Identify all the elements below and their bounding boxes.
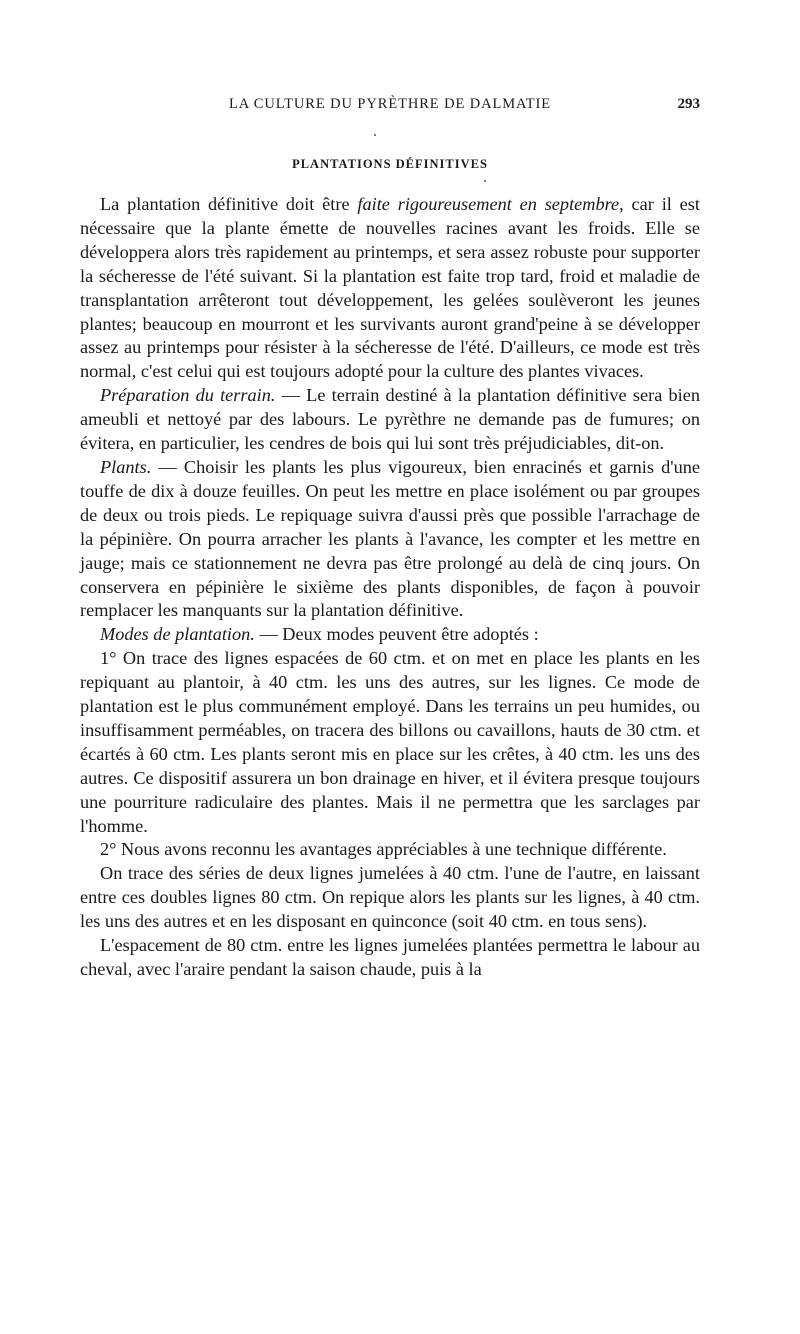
section-title: PLANTATIONS DÉFINITIVES — [292, 157, 488, 171]
running-header — [80, 96, 700, 120]
paragraph-text: — Deux modes peuvent être adoptés : — [254, 624, 539, 645]
paragraph — [80, 623, 700, 647]
paragraph — [80, 862, 700, 934]
paragraph-text: L'espacement de 80 ctm. entre les lignes jumelées plantées permettra le labour au cheval, avec l'araire pendant la saison chaude, puis à la — [80, 935, 700, 979]
paragraph-heading: Plants. — [100, 456, 152, 477]
paragraph-text-before-italic: La plantation définitive doit être — [100, 194, 358, 214]
paragraph-text: — Choisir les plants les plus vigoureux, bien enracinés et garnis d'une touffe de dix à douze feuilles. On peut les mettre en place isolément ou par groupes de deux ou trois pieds. Le repiquage suivra d'aussi près que possible l'arrachage de la pépinière. On pourra arracher les plants à l'avance, les compter et les mettre en jauge; mais ce stationnement ne devra pas être prolongé au delà de cinq jours. On conservera en pépinière le sixième des plants disponibles, de façon à pouvoir remplacer les manquants sur la plantation définitive. — [80, 456, 700, 621]
paragraph-text: 2° Nous avons reconnu les avantages appréciables à une technique différente. — [100, 839, 667, 860]
paragraph — [80, 647, 700, 838]
body-text — [80, 193, 700, 982]
paragraph — [80, 456, 700, 623]
paragraph-text: On trace des séries de deux lignes jumelées à 40 ctm. l'une de l'autre, en laissant entre ces doubles lignes 80 ctm. On repique alors les plants sur les lignes, à 40 ctm. les uns des autres et en les disposant en quinconce (soit 40 ctm. en tous sens). — [80, 863, 700, 932]
paragraph — [80, 193, 700, 384]
running-title: LA CULTURE DU PYRÈTHRE DE DALMATIE — [228, 96, 552, 112]
paragraph-text: , car il est nécessaire que la plante émette de nouvelles racines avant les froids. Elle se développera alors très rapidement au printemps, et sera assez robuste pour supporter la sécheresse de l'été suivant. Si la plantation est faite trop tard, froid et maladie de transplantation arrêteront tout développement, les gelées soulèveront les jeunes plantes; beaucoup en mourront et les survivants auront grand'peine à se développer assez au printemps pour résister à la sécheresse de l'été. D'ailleurs, ce mode est très normal, c'est celui qui est toujours adopté pour la culture des plantes vivaces. — [80, 194, 700, 382]
paragraph — [80, 384, 700, 456]
paragraph — [80, 838, 700, 862]
print-speck — [484, 180, 486, 182]
paragraph-emphasis: faite rigoureusement en septembre — [357, 194, 620, 214]
paragraph-text: 1° On trace des lignes espacées de 60 ctm. et on met en place les plants en les repiquant au plantoir, à 40 ctm. les uns des autres, sur les lignes. Ce mode de plantation est le plus communément employé. Dans les terrains un peu humides, ou insuffisamment perméables, on tracera des billons ou cavaillons, hauts de 30 ctm. et écartés à 60 ctm. Les plants seront mis en place sur les crêtes, à 40 ctm. les uns des autres. Ce dispositif assurera un bon drainage en hiver, et il évitera presque toujours une pourriture radiculaire des plantes. Mais il ne permettra que les sarclages par l'homme. — [80, 648, 700, 836]
paragraph — [80, 934, 700, 982]
paragraph-text: — Le terrain destiné à la plantation définitive sera bien ameubli et nettoyé par des labours. Le pyrèthre ne demande pas de fumures; on évitera, en particulier, les cendres de bois qui lui sont très préjudiciables, dit-on. — [80, 385, 700, 454]
page-number: 293 — [677, 96, 700, 112]
print-speck — [374, 134, 376, 136]
paragraph-heading: Préparation du terrain. — [100, 385, 276, 406]
paragraph-heading: Modes de plantation. — [100, 624, 255, 645]
